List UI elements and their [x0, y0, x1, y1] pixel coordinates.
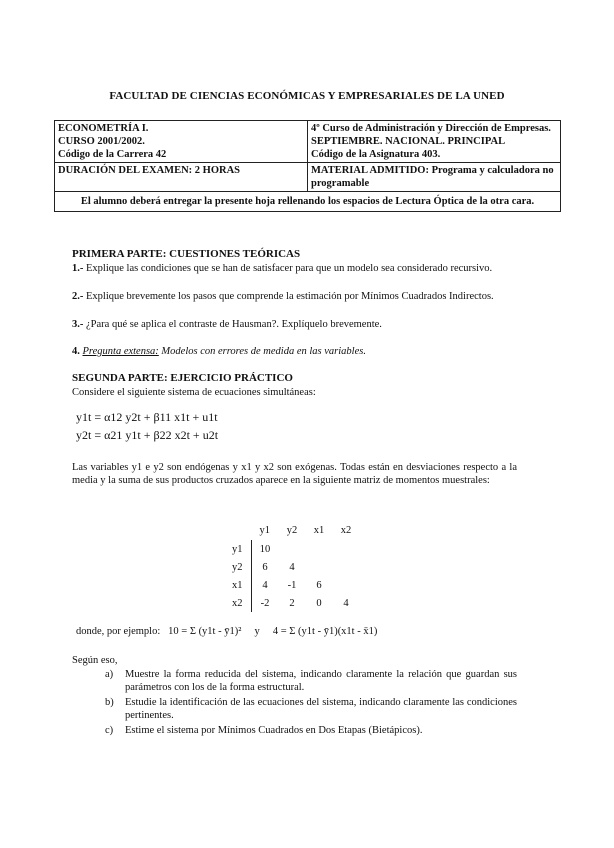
- part2-title: SEGUNDA PARTE: EJERCICIO PRÁCTICO: [72, 372, 293, 384]
- exam-session: SEPTIEMBRE. NACIONAL. PRINCIPAL: [311, 136, 506, 147]
- question-1-text: Explique las condiciones que se han de satisfacer para que un modelo sea considerado recursivo.: [86, 263, 493, 274]
- matrix-cell: -2: [260, 597, 270, 609]
- subject-code: Código de la Asignatura 403.: [311, 149, 441, 160]
- faculty-title: FACULTAD DE CIENCIAS ECONÓMICAS Y EMPRESARIALES DE LA UNED: [109, 90, 505, 102]
- career-code: Código de la Carrera 42: [58, 149, 167, 160]
- task-list: [105, 668, 517, 739]
- item-label: a): [105, 669, 114, 680]
- question-2: [72, 290, 517, 303]
- matrix-row-label: x2: [224, 594, 251, 612]
- following-label: Según eso,: [72, 655, 118, 666]
- matrix-row: [224, 540, 360, 558]
- matrix-col-header: y1: [259, 524, 270, 536]
- submission-notice: El alumno deberá entregar la presente hoja rellenando los espacios de Lectura Óptica de la otra cara.: [55, 192, 561, 212]
- matrix-cell: [306, 558, 333, 576]
- matrix-cell: [333, 540, 360, 558]
- matrix-row: [224, 558, 360, 576]
- question-2-text: Explique brevemente los pasos que comprende la estimación por Mínimos Cuadrados Indirectos.: [86, 291, 494, 302]
- matrix-cell: 0: [316, 597, 322, 609]
- question-2-number: 2.-: [72, 291, 84, 302]
- question-3-number: 3.-: [72, 319, 84, 330]
- part1-title: PRIMERA PARTE: CUESTIONES TEÓRICAS: [72, 248, 301, 260]
- course-info-cell: [55, 121, 308, 163]
- list-item: [105, 668, 517, 694]
- matrix-col-header: x2: [340, 524, 352, 536]
- matrix-row: [224, 594, 360, 612]
- matrix-row-label: y1: [224, 540, 251, 558]
- course-year: CURSO 2001/2002.: [58, 136, 145, 147]
- item-text: Muestre la forma reducida del sistema, indicando claramente la relación que guardan sus parámetros con los de la forma estructural.: [125, 669, 517, 693]
- question-4-label: Pregunta extensa:: [82, 346, 159, 357]
- degree-info-cell: [308, 121, 561, 163]
- equation-1: y1t = α12 y2t + β11 x1t + u1t: [76, 410, 218, 424]
- example-formula-1: 10 = Σ (y1t - ȳ1)²: [168, 626, 242, 637]
- question-3-text: ¿Para qué se aplica el contraste de Hausman?. Explíquelo brevemente.: [86, 319, 382, 330]
- matrix-row: [224, 576, 360, 594]
- matrix-cell: 4: [262, 579, 268, 591]
- matrix-cell: 4: [343, 597, 349, 609]
- matrix-row-label: y2: [224, 558, 251, 576]
- matrix-cell: -1: [287, 579, 297, 591]
- question-1: [72, 262, 517, 275]
- allowed-material: MATERIAL ADMITIDO: Programa y calculadora no programable: [308, 163, 561, 192]
- exam-info-table: [54, 120, 561, 212]
- variables-description: Las variables y1 e y2 son endógenas y x1 y x2 son exógenas. Todas están en desviaciones respecto a la media y la suma de sus productos cruzados aparece en la siguiente matriz de momentos muestrales:: [72, 462, 517, 486]
- question-4-text: Modelos con errores de medida en las variables.: [161, 346, 366, 357]
- question-4-number: 4.: [72, 346, 80, 357]
- list-item: [105, 696, 517, 722]
- example-formula-line: [76, 626, 377, 637]
- degree-name: 4º Curso de Administración y Dirección de Empresas.: [311, 123, 551, 134]
- matrix-cell: [306, 540, 333, 558]
- matrix-cell: 6: [262, 561, 268, 573]
- exam-duration: DURACIÓN DEL EXAMEN: 2 HORAS: [55, 163, 308, 192]
- item-label: b): [105, 697, 114, 708]
- matrix-col-header: x1: [313, 524, 325, 536]
- matrix-col-header: y2: [286, 524, 298, 536]
- item-text: Estudie la identificación de las ecuaciones del sistema, indicando claramente las condiciones pertinentes.: [125, 697, 517, 721]
- list-item: [105, 724, 517, 737]
- equation-2: y2t = α21 y1t + β22 x2t + u2t: [76, 428, 219, 442]
- item-text: Estime el sistema por Mínimos Cuadrados en Dos Etapas (Bietápicos).: [125, 725, 423, 736]
- example-prefix: donde, por ejemplo:: [76, 626, 161, 637]
- matrix-cell: 2: [289, 597, 295, 609]
- moments-matrix: [224, 520, 360, 612]
- question-4: [72, 345, 517, 358]
- matrix-row-label: x1: [224, 576, 251, 594]
- question-3: [72, 318, 517, 331]
- matrix-cell: 10: [259, 543, 271, 555]
- example-connector: y: [254, 626, 260, 637]
- item-label: c): [105, 725, 114, 736]
- matrix-cell: [333, 576, 360, 594]
- example-formula-2: 4 = Σ (y1t - ȳ1)(x1t - x̄1): [272, 626, 378, 637]
- matrix-cell: [333, 558, 360, 576]
- question-1-number: 1.-: [72, 263, 84, 274]
- matrix-cell: 4: [289, 561, 295, 573]
- system-intro: Considere el siguiente sistema de ecuaciones simultáneas:: [72, 387, 316, 398]
- subject-name: ECONOMETRÍA I.: [58, 123, 149, 134]
- matrix-cell: [279, 540, 306, 558]
- matrix-cell: 6: [316, 579, 322, 591]
